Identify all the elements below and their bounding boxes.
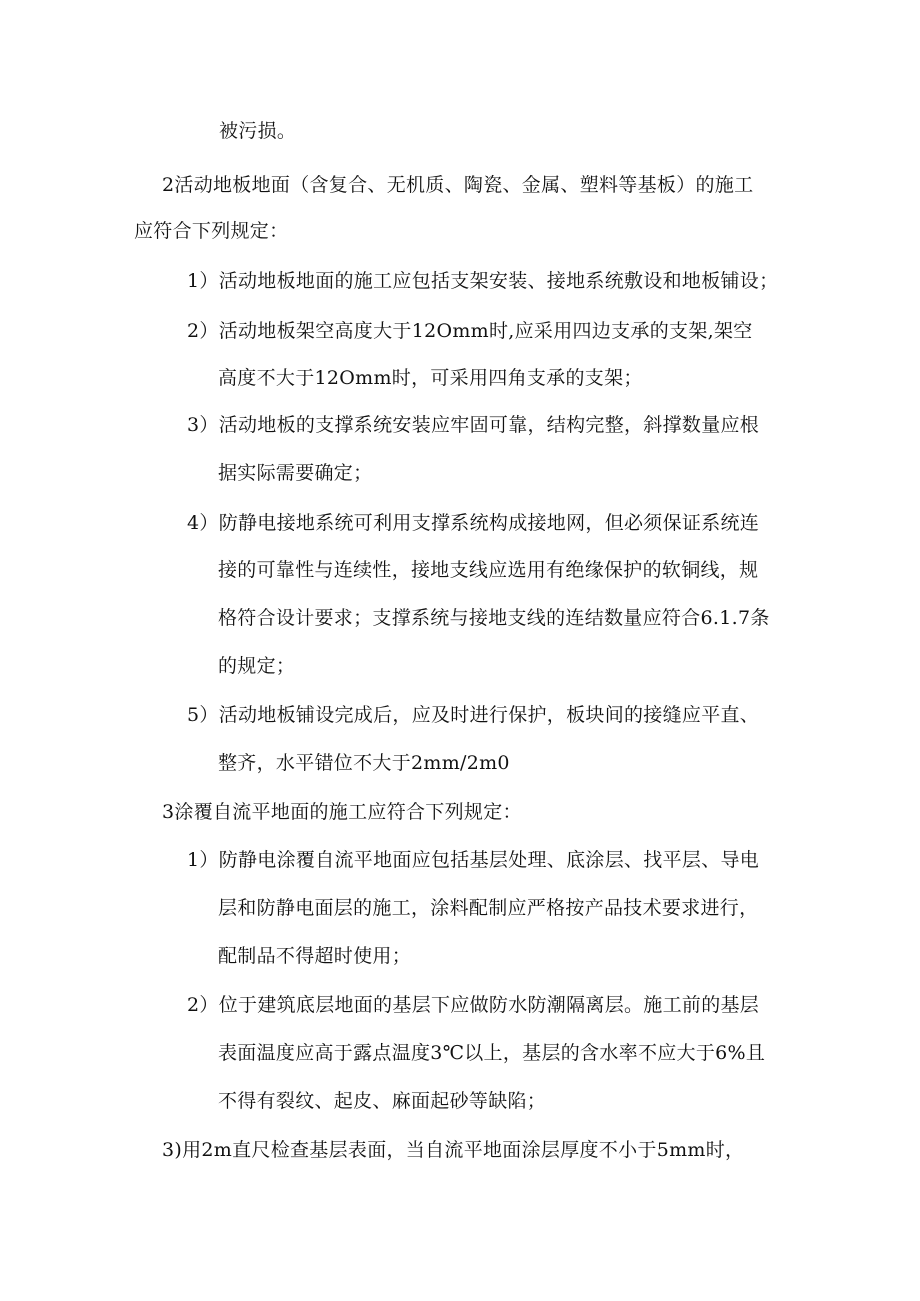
text-line: 3)用2m直尺检查基层表面，当自流平地面涂层厚度不小于5mm时， <box>162 1139 745 1161</box>
text-line: 2活动地板地面（含复合、无机质、陶瓷、金属、塑料等基板）的施工 <box>162 174 754 196</box>
text-line: 格符合设计要求；支撑系统与接地支线的连结数量应符合6.1.7条 <box>218 607 770 629</box>
text-line: 3涂覆自流平地面的施工应符合下列规定： <box>162 801 522 823</box>
text-line: 表面温度应高于露点温度3℃以上，基层的含水率不应大于6%且 <box>218 1042 766 1064</box>
text-line: 高度不大于12Omm时，可采用四角支承的支架； <box>218 367 643 389</box>
text-line: 应符合下列规定： <box>134 220 289 242</box>
text-line: 整齐，水平错位不大于2mm∕2m0 <box>218 752 510 774</box>
text-line: 2）位于建筑底层地面的基层下应做防水防潮隔离层。施工前的基层 <box>187 994 760 1016</box>
text-line: 被污损。 <box>219 120 297 142</box>
text-line: 2）活动地板架空高度大于12Omm时,应采用四边支承的支架,架空 <box>187 320 753 342</box>
text-line: 配制品不得超时使用； <box>218 945 412 967</box>
text-line: 5）活动地板铺设完成后，应及时进行保护，板块间的接缝应平直、 <box>187 704 760 726</box>
text-line: 不得有裂纹、起皮、麻面起砂等缺陷； <box>218 1090 547 1112</box>
text-line: 3）活动地板的支撑系统安装应牢固可靠，结构完整，斜撑数量应根 <box>187 414 760 436</box>
text-line: 1）防静电涂覆自流平地面应包括基层处理、底涂层、找平层、导电 <box>187 849 760 871</box>
text-line: 的规定； <box>218 655 296 677</box>
text-line: 层和防静电面层的施工，涂料配制应严格按产品技术要求进行， <box>218 897 759 919</box>
text-line: 据实际需要确定； <box>218 462 373 484</box>
text-line: 4）防静电接地系统可利用支撑系统构成接地网，但必须保证系统连 <box>187 512 760 534</box>
text-line: 1）活动地板地面的施工应包括支架安装、接地系统敷设和地板铺设； <box>187 270 779 292</box>
text-line: 接的可靠性与连续性，接地支线应选用有绝缘保护的软铜线，规 <box>218 559 759 581</box>
